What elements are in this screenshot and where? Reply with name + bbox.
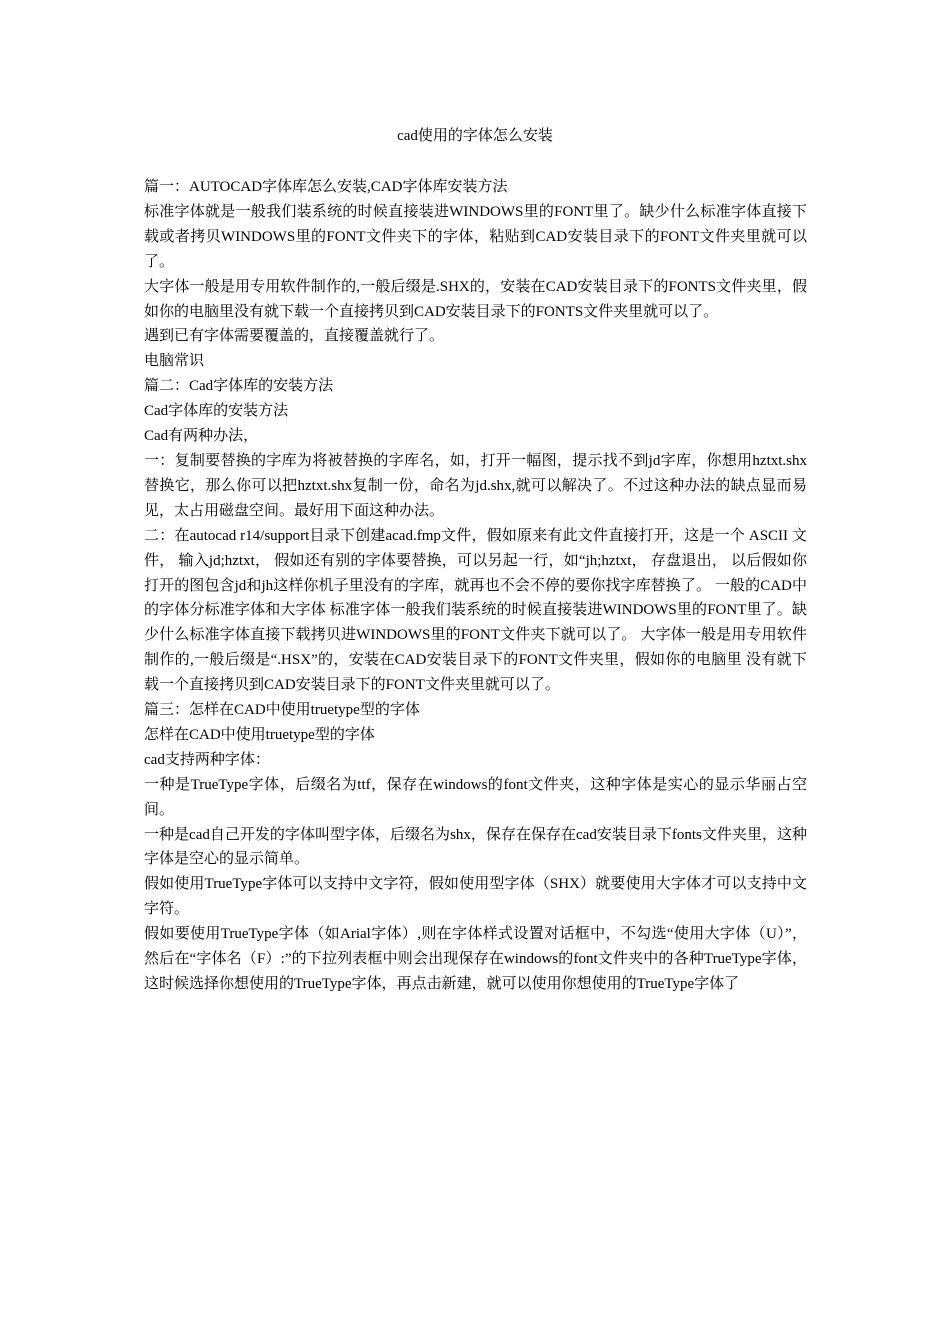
section-heading: 篇三：怎样在CAD中使用truetype型的字体 (144, 702, 420, 719)
paragraph: 标准字体就是一般我们装系统的时候直接装进WINDOWS里的FONT里了。缺少什么标准字体直接下载或者拷贝WINDOWS里的FONT文件夹下的字体，粘贴到CAD安装目录下的FONT文件夹里就可以了。 (144, 203, 807, 270)
paragraph: 篇一：AUTOCAD字体库怎么安装,CAD字体库安装方法 (144, 179, 508, 195)
paragraph: 假如要使用TrueType字体（如Arial字体）,则在字体样式设置对话框中，不勾选“使用大字体（U）”，然后在“字体名（F）:”的下拉列表框中则会出现保存在windows的font文件夹中的各种TrueType字体，这时候选择你想使用的TrueType字体，再点击新建，就可以使用你想使用的TrueType字体了 (144, 926, 807, 992)
paragraph: 一种是TrueType字体，后缀名为ttf，保存在windows的font文件夹，这种字体是实心的显示华丽占空间。 (144, 776, 807, 818)
paragraph: 怎样在CAD中使用truetype型的字体 (144, 726, 375, 743)
paragraph: Cad有两种办法， (144, 428, 259, 445)
document-title: cad使用的字体怎么安装 (397, 128, 553, 144)
paragraph: 一：复制要替换的字库为将被替换的字库名，如，打开一幅图，提示找不到jd字库，你想用hztxt.shx替换它，那么你可以把hztxt.shx复制一份，命名为jd.shx,就可以解决了。不过这种办法的缺点显而易见，太占用磁盘空间。最好用下面这种办法。 (144, 452, 807, 519)
paragraph: 二：在autocad r14/support目录下创建acad.fmp文件，假如原来有此文件直接打开，这是一个 ASCII 文件， 输入jd;hztxt， 假如还有别的字体要替换，可以另起一行，如“jh;hztxt， 存盘退出， 以后假如你打开的图包含jd和jh这样你机子里没有的字库，就再也不会不停的要你找字库替换了。 一般的CAD中的字体分标准字体和大字体 标准字体一般我们装系统的时候直接装进WINDOWS里的FONT里了。缺少什么标准字体直接下载拷贝进WINDOWS里的FONT文件夹下就可以了。 大字体一般是用专用软件制作的,一般后缀是“.HSX”的，安装在CAD安装目录下的FONT文件夹里，假如你的电脑里 没有就下载一个直接拷贝到CAD安装目录下的FONT文件夹里就可以了。 (144, 527, 807, 694)
document-body (144, 175, 807, 997)
paragraph: 一种是cad自己开发的字体叫型字体，后缀名为shx，保存在保存在cad安装目录下fonts文件夹里，这种字体是空心的显示简单。 (144, 826, 807, 868)
paragraph: 电脑常识 (144, 353, 205, 370)
section-heading: 篇二：Cad字体库的安装方法 (144, 378, 334, 395)
paragraph: cad支持两种字体： (144, 751, 270, 768)
paragraph: 遇到已有字体需要覆盖的，直接覆盖就行了。 (144, 328, 445, 345)
paragraph: 大字体一般是用专用软件制作的,一般后缀是.SHX的，安装在CAD安装目录下的FONTS文件夹里，假如你的电脑里没有就下载一个直接拷贝到CAD安装目录下的FONTS文件夹里就可以了。 (144, 278, 807, 320)
paragraph: Cad字体库的安装方法 (144, 403, 289, 420)
paragraph: 假如使用TrueType字体可以支持中文字符，假如使用型字体（SHX）就要使用大字体才可以支持中文字符。 (144, 876, 807, 918)
